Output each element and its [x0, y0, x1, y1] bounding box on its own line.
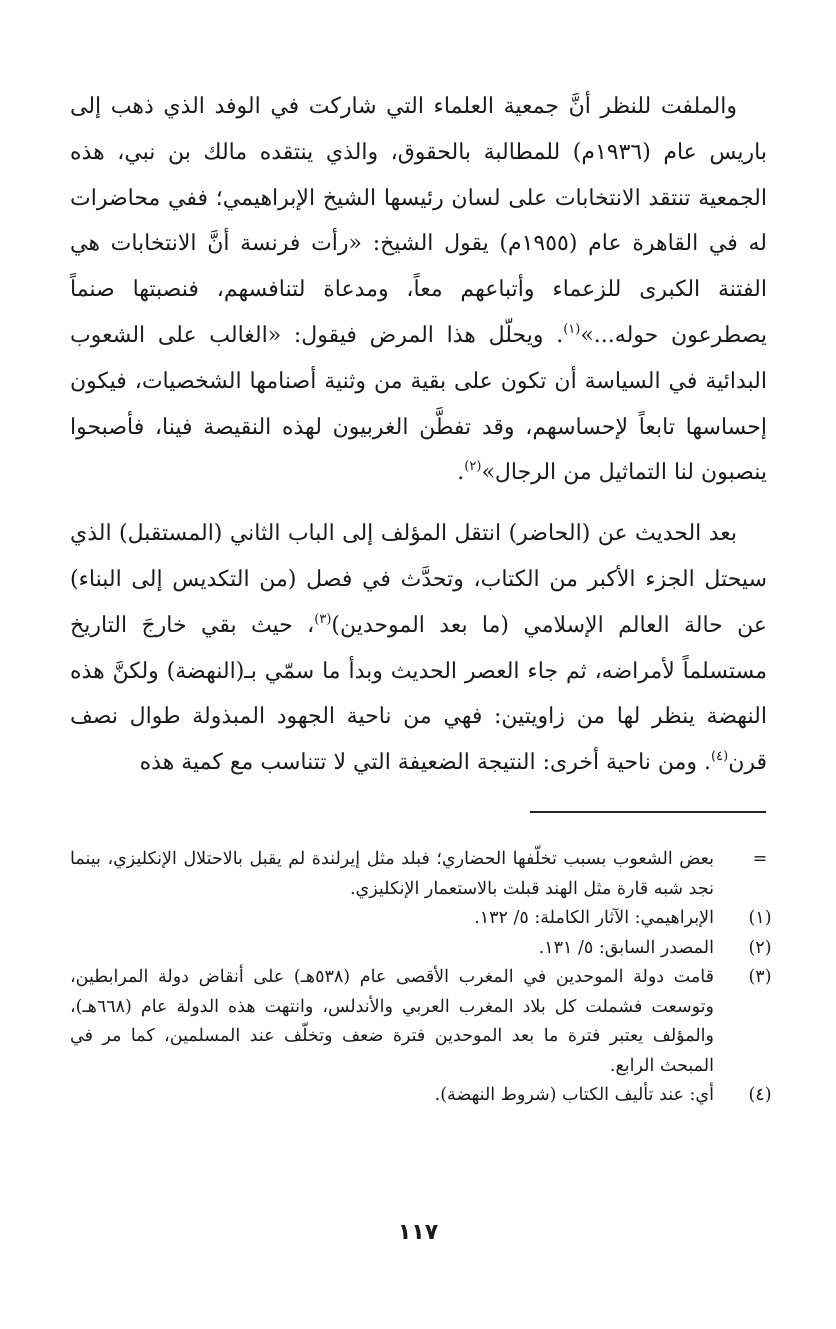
footnote-text: المصدر السابق: ٥/ ١٣١.	[538, 937, 714, 958]
footnote-marker: (٢)	[748, 937, 772, 958]
footnote-marker: (١)	[748, 908, 772, 928]
footnote	[70, 934, 786, 964]
footnote-marker: =	[752, 849, 768, 869]
footnote	[70, 845, 786, 904]
paragraph-text: والملفت للنظر أنَّ جمعية العلماء التي شاركت في الوفد الذي ذهب إلى باريس عام (١٩٣٦م) للمطالبة بالحقوق، والذي ينتقده مالك بن نبي، هذه الجمعية تنتقد الانتخابات على لسان رئيسها الشيخ الإبراهيمي؛ ففي محاضرات له في القاهرة عام (١٩٥٥م) يقول الشيخ: «رأت فرنسة أنَّ الانتخابات هي الفتنة الكبرى للزعماء وأتباعهم معاً، ومدعاة لتنافسهم، فنصبتها صنماً يصطرعون حوله...»	[70, 94, 767, 348]
body-paragraph	[70, 511, 767, 786]
paragraph-text: . ومن ناحية أخرى: النتيجة الضعيفة التي لا تتناسب مع كمية هذه	[139, 750, 712, 776]
paragraph-text: بعد الحديث عن (الحاضر) انتقل المؤلف إلى الباب الثاني (المستقبل) الذي سيحتل الجزء الأكبر من الكتاب، وتحدَّث في فصل (من التكديس إلى البناء) عن حالة العالم الإسلامي (ما بعد الموحدين)	[70, 521, 767, 638]
paragraph-text: ، حيث بقي خارجَ التاريخ مستسلماً لأمراضه، ثم جاء العصر الحديث وبدأ ما سمّي بـ(النهضة) ولكنَّ هذه النهضة ينظر لها من زاويتين: فهي من ناحية الجهود المبذولة طوال نصف قرن	[70, 612, 767, 776]
footnote	[70, 1081, 786, 1111]
footnote-separator	[530, 811, 766, 813]
footnote-reference: (٢)	[464, 459, 482, 475]
footnote-marker: (٤)	[748, 1085, 772, 1105]
footnote	[70, 963, 786, 1081]
body-text	[70, 84, 767, 786]
footnote	[70, 904, 786, 934]
page-number: ١١٧	[397, 1220, 439, 1245]
paragraph-text: . ويحلّل هذا المرض فيقول: «الغالب على الشعوب البدائية في السياسة أن تكون على بقية من وثنية أصنامها الشخصيات، فيكون إحساسها تابعاً لإحساسهم، وقد تفطَّن الغربيون لهذه النقيصة فينا، فأصبحوا ينصبون لنا التماثيل من الرجال»	[70, 322, 767, 486]
footnote-text: بعض الشعوب بسبب تخلّفها الحضاري؛ فبلد مثل إيرلندة لم يقبل بالاحتلال الإنكليزي، بينما نجد شبه قارة مثل الهند قبلت بالاستعمار الإنكليزي.	[70, 849, 714, 899]
footnote-text: أي: عند تأليف الكتاب (شروط النهضة).	[434, 1085, 714, 1105]
footnote-reference: (١)	[563, 321, 581, 337]
footnote-reference: (٤)	[711, 749, 729, 765]
paragraph-text: .	[457, 460, 465, 486]
footnote-marker: (٣)	[748, 967, 772, 987]
footnote-text: قامت دولة الموحدين في المغرب الأقصى عام (٥٣٨هـ) على أنقاض دولة المرابطين، وتوسعت فشملت كل بلاد المغرب العربي والأندلس، وانتهت هذه الدولة عام (٦٦٨هـ)، والمؤلف يعتبر فترة ما بعد الموحدين فترة ضعف وتخلّف عند المسلمين، كما مر في المبحث الرابع.	[70, 967, 715, 1076]
footnotes	[70, 845, 786, 1111]
footnote-reference: (٣)	[314, 611, 332, 627]
body-paragraph	[70, 84, 767, 496]
footnote-text: الإبراهيمي: الآثار الكاملة: ٥/ ١٣٢.	[474, 908, 714, 928]
